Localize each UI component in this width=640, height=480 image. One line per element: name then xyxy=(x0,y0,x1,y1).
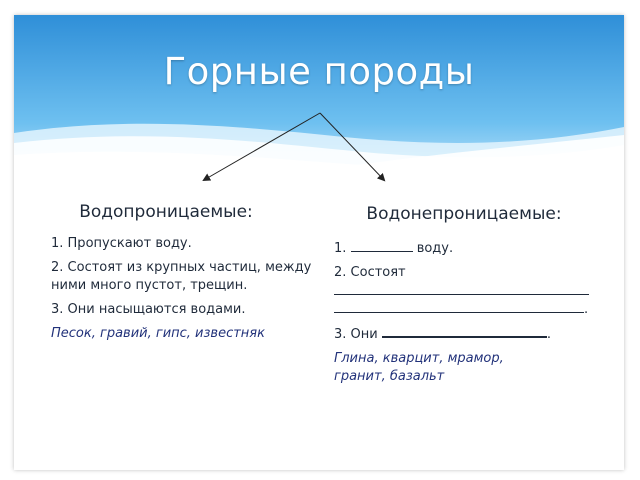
blank-line xyxy=(334,282,589,295)
impermeable-column xyxy=(334,205,614,386)
blank-line xyxy=(351,239,413,252)
blank-line xyxy=(334,300,584,313)
impermeable-item-1-suffix: воду. xyxy=(416,241,454,256)
impermeable-heading: Водонепроницаемые: xyxy=(366,204,562,224)
permeable-column xyxy=(51,203,321,343)
permeable-examples: Песок, гравий, гипс, известняк xyxy=(51,326,265,341)
impermeable-item-3-suffix: . xyxy=(546,327,551,342)
slide-title: Горные породы xyxy=(163,50,475,93)
impermeable-item-2-text: 2. Состоят xyxy=(334,265,406,280)
impermeable-item-3 xyxy=(334,324,614,344)
permeable-heading: Водопроницаемые: xyxy=(79,202,253,222)
permeable-item-2: 2. Состоят из крупных частиц, между ними много пустот, трещин. xyxy=(51,260,312,293)
impermeable-item-3-prefix: 3. Они xyxy=(334,327,378,342)
blank-line xyxy=(382,324,547,338)
impermeable-item-1 xyxy=(334,239,614,258)
arrow-right xyxy=(320,113,384,180)
impermeable-examples: Глина, кварцит, мрамор, гранит, базальт xyxy=(334,351,504,384)
branch-arrows xyxy=(14,15,624,215)
impermeable-item-1-prefix: 1. xyxy=(334,241,347,256)
permeable-item-3: 3. Они насыщаются водами. xyxy=(51,302,246,317)
arrow-left xyxy=(204,113,320,180)
slide xyxy=(14,15,624,470)
permeable-item-1: 1. Пропускают воду. xyxy=(51,236,192,251)
impermeable-item-2 xyxy=(334,264,614,318)
impermeable-item-2-end: . xyxy=(584,302,589,317)
